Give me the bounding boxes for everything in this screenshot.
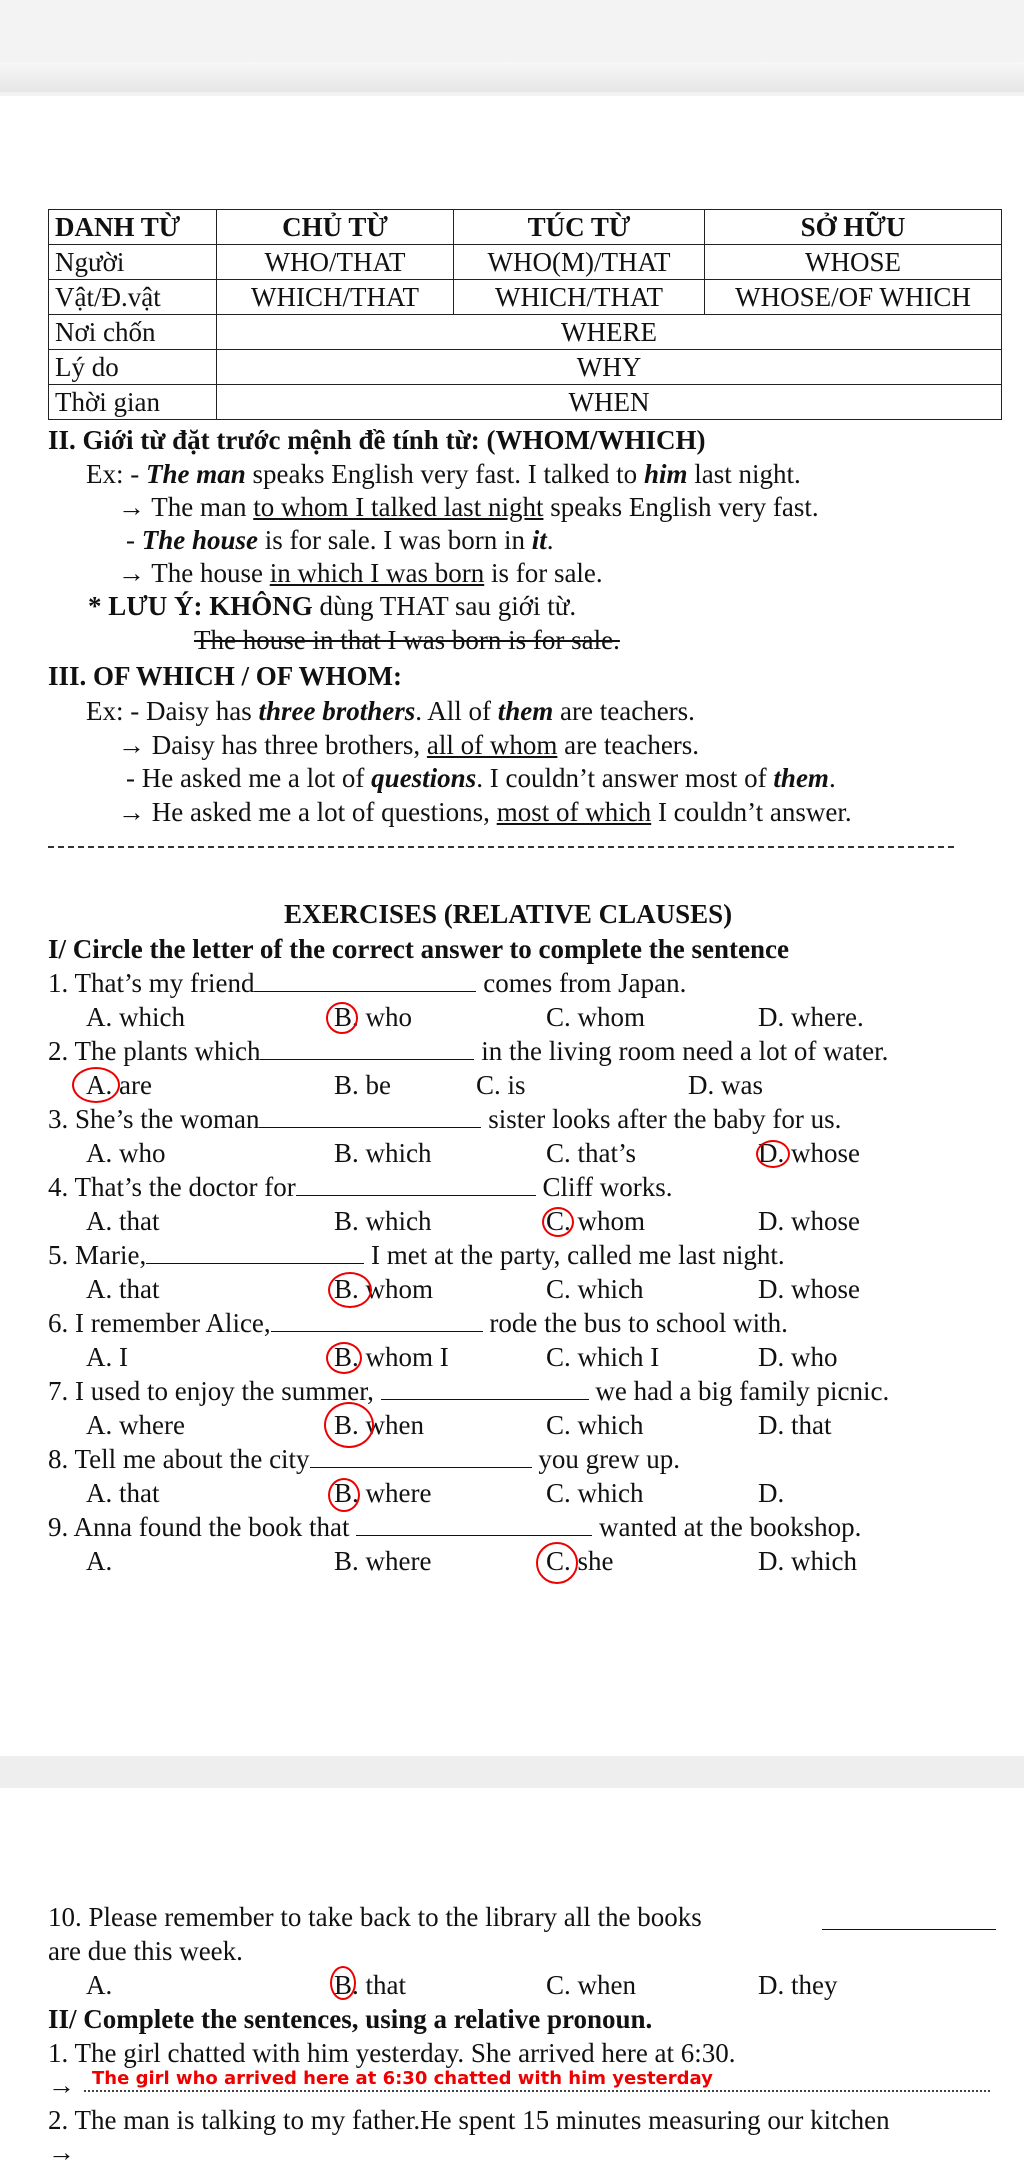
answer-circle-mark — [756, 1140, 790, 1168]
section-3-example-2 — [126, 762, 836, 794]
question-stem: 3. She’s the woman — [48, 1104, 260, 1134]
option-c[interactable]: C. which — [546, 1410, 644, 1440]
section-2-example-2 — [126, 524, 554, 556]
option-c[interactable]: C. whom — [546, 1206, 646, 1236]
option-b[interactable]: B. when — [334, 1410, 424, 1440]
table-cell: Lý do — [49, 350, 217, 385]
text-run: . I couldn’t answer most of — [476, 763, 774, 793]
table-cell: WHOSE/OF WHICH — [705, 280, 1002, 315]
question-stem: 1. That’s my friend — [48, 968, 255, 998]
table-cell: WHO/THAT — [217, 245, 454, 280]
question-stem: 9. Anna found the book that — [48, 1512, 357, 1542]
text-run: is for sale. — [484, 558, 603, 588]
question-stem: 4. That’s the doctor for — [48, 1172, 296, 1202]
option-b[interactable]: B. who — [334, 1002, 413, 1032]
question-9 — [48, 1511, 861, 1543]
part-2-heading: II/ Complete the sentences, using a relative pronoun. — [48, 2004, 653, 2034]
option-b[interactable]: B. where — [334, 1546, 432, 1576]
question-stem: 5. Marie, — [48, 1240, 147, 1270]
question-stem: 7. I used to enjoy the summer, — [48, 1376, 381, 1406]
text-run: dùng THAT sau giới từ. — [312, 591, 577, 621]
option-b[interactable]: B. that — [334, 1970, 406, 2000]
answer-blank[interactable] — [356, 1513, 592, 1536]
option-c[interactable]: C. whom — [546, 1002, 646, 1032]
question-stem: in the living room need a lot of water. — [474, 1036, 889, 1066]
table-row — [49, 280, 1002, 315]
option-a[interactable]: A. which — [86, 1002, 185, 1032]
text-run: - He asked me a lot of — [126, 763, 372, 793]
question-2 — [48, 1035, 888, 1067]
answer-circle-mark — [326, 1342, 362, 1374]
option-a[interactable]: A. I — [86, 1342, 128, 1372]
text-run: it — [531, 525, 547, 555]
question-1 — [48, 967, 686, 999]
table-header-cell: DANH TỪ — [49, 210, 217, 245]
answer-circle-mark — [330, 1966, 356, 2000]
question-stem: I met at the party, called me last night. — [364, 1240, 785, 1270]
question-stem: rode the bus to school with. — [482, 1308, 788, 1338]
section-3-answer-1 — [118, 729, 699, 761]
section-3-heading: III. OF WHICH / OF WHOM: — [48, 661, 403, 691]
table-header-cell: SỞ HỮU — [705, 210, 1002, 245]
page-gap-middle — [0, 1756, 1024, 1788]
text-run: are teachers. — [557, 730, 700, 760]
table-cell: WHEN — [217, 385, 1002, 420]
option-d[interactable]: D. whose — [758, 1138, 860, 1168]
dashed-divider — [48, 846, 954, 848]
text-run: * LƯU Ý: KHÔNG — [88, 591, 313, 621]
answer-blank[interactable] — [146, 1241, 364, 1264]
text-run: → Daisy has three brothers, — [118, 730, 427, 760]
option-d[interactable]: D. was — [688, 1070, 763, 1100]
table-cell: Nơi chốn — [49, 315, 217, 350]
option-d[interactable]: D. that — [758, 1410, 832, 1440]
answer-circle-mark — [326, 1002, 358, 1034]
option-a[interactable]: A. that — [86, 1478, 160, 1508]
answer-blank[interactable] — [260, 1037, 474, 1060]
table-row — [49, 385, 1002, 420]
option-b[interactable]: B. which — [334, 1206, 432, 1236]
answer-circle-mark — [324, 1402, 374, 1448]
option-b[interactable]: B. where — [334, 1478, 432, 1508]
option-c[interactable]: C. she — [546, 1546, 614, 1576]
answer-circle-mark — [72, 1067, 120, 1103]
option-d[interactable]: D. whose — [758, 1206, 860, 1236]
text-run: - — [126, 525, 142, 555]
arrow-icon: → — [48, 2070, 75, 2100]
table-header-cell: TÚC TỪ — [454, 210, 705, 245]
answer-blank[interactable] — [259, 1105, 481, 1128]
option-c[interactable]: C. which I — [546, 1342, 660, 1372]
option-d[interactable]: D. — [758, 1478, 785, 1508]
exercises-title: EXERCISES (RELATIVE CLAUSES) — [284, 899, 733, 929]
table-cell: WHICH/THAT — [454, 280, 705, 315]
table-row — [49, 245, 1002, 280]
option-b[interactable]: B. whom — [334, 1274, 434, 1304]
option-d[interactable]: D. they — [758, 1970, 838, 2000]
question-10-continued: are due this week. — [48, 1936, 243, 1966]
text-run: → The house — [118, 558, 270, 588]
option-d[interactable]: D. where. — [758, 1002, 864, 1032]
option-d[interactable]: D. who — [758, 1342, 838, 1372]
text-run: speaks English very fast. — [543, 492, 819, 522]
option-a[interactable]: A. that — [86, 1206, 160, 1236]
option-b[interactable]: B. whom I — [334, 1342, 449, 1372]
option-a[interactable]: A. that — [86, 1274, 160, 1304]
section-3-answer-2 — [118, 796, 852, 828]
question-stem: sister looks after the baby for us. — [481, 1104, 842, 1134]
option-b[interactable]: B. be — [334, 1070, 391, 1100]
text-run: in which I was born — [269, 558, 485, 588]
text-run: most of which — [496, 797, 652, 827]
page-edge-top — [0, 62, 1024, 92]
option-d[interactable]: D. which — [758, 1546, 857, 1576]
question-10 — [48, 1901, 702, 1933]
handwritten-answer: The girl who arrived here at 6:30 chatted with him yesterday — [92, 2068, 713, 2089]
text-run: The man — [146, 459, 246, 489]
text-run: questions — [371, 763, 477, 793]
question-stem: we had a big family picnic. — [588, 1376, 890, 1406]
option-a[interactable]: A. who — [86, 1138, 166, 1168]
table-cell: WHO(M)/THAT — [454, 245, 705, 280]
text-run: is for sale. I was born in — [258, 525, 532, 555]
text-run: The house — [141, 525, 259, 555]
answer-blank[interactable] — [254, 969, 476, 992]
option-b[interactable]: B. which — [334, 1138, 432, 1168]
section-2-answer-1 — [118, 491, 819, 523]
option-c[interactable]: C. which — [546, 1478, 644, 1508]
section-2-note — [88, 590, 576, 622]
text-run: speaks English very fast. I talked to — [245, 459, 644, 489]
text-run: → The man — [118, 492, 254, 522]
question-stem: Cliff works. — [535, 1172, 673, 1202]
table-cell: WHY — [217, 350, 1002, 385]
text-run: him — [643, 459, 688, 489]
option-a[interactable]: A. are — [86, 1070, 152, 1100]
answer-blank[interactable] — [310, 1445, 532, 1468]
text-run: I couldn’t answer. — [651, 797, 852, 827]
table-cell: WHICH/THAT — [217, 280, 454, 315]
option-c[interactable]: C. that’s — [546, 1138, 637, 1168]
table-cell: Thời gian — [49, 385, 217, 420]
question-8 — [48, 1443, 680, 1475]
question-stem: 2. The plants which — [48, 1036, 261, 1066]
option-c[interactable]: C. when — [546, 1970, 636, 2000]
text-run: three brothers — [258, 696, 416, 726]
text-run: Ex: - Daisy has — [86, 696, 259, 726]
question-3 — [48, 1103, 841, 1135]
answer-circle-mark — [328, 1478, 360, 1512]
question-5 — [48, 1239, 785, 1271]
section-2-heading: II. Giới từ đặt trước mệnh đề tính từ: (WHOM/WHICH) — [48, 425, 706, 455]
answer-blank[interactable] — [296, 1173, 536, 1196]
text-run: them — [497, 696, 554, 726]
option-a[interactable]: A. where — [86, 1410, 185, 1440]
arrow-icon: → — [48, 2137, 75, 2167]
part-2-question-1: 1. The girl chatted with him yesterday. She arrived here at 6:30. — [48, 2038, 736, 2068]
question-stem: 6. I remember Alice, — [48, 1308, 271, 1338]
question-stem: 8. Tell me about the city — [48, 1444, 310, 1474]
question-7 — [48, 1375, 889, 1407]
answer-circle-mark — [328, 1272, 372, 1308]
section-2-strikethrough-example: The house in that I was born is for sale. — [194, 625, 620, 655]
table-header-row — [49, 210, 1002, 245]
text-run: them — [773, 763, 829, 793]
option-d[interactable]: D. whose — [758, 1274, 860, 1304]
table-row — [49, 350, 1002, 385]
text-run: to whom I talked last night — [253, 492, 544, 522]
option-a[interactable]: A. — [86, 1970, 113, 2000]
answer-dotted-line[interactable] — [84, 2090, 990, 2092]
question-4 — [48, 1171, 672, 1203]
section-2-example-1 — [86, 458, 801, 490]
answer-circle-mark — [536, 1542, 578, 1584]
table-cell: WHERE — [217, 315, 1002, 350]
option-c[interactable]: C. which — [546, 1274, 644, 1304]
question-6 — [48, 1307, 788, 1339]
table-cell: Vật/Đ.vật — [49, 280, 217, 315]
text-run: all of whom — [426, 730, 558, 760]
table-header-cell: CHỦ TỪ — [217, 210, 454, 245]
text-run: Ex: - — [86, 459, 146, 489]
text-run: . — [828, 763, 836, 793]
text-run: last night. — [687, 459, 801, 489]
option-a[interactable]: A. — [86, 1546, 113, 1576]
answer-circle-mark — [542, 1207, 574, 1237]
text-run: . All of — [415, 696, 498, 726]
section-3-example-1 — [86, 695, 695, 727]
answer-blank[interactable] — [822, 1907, 996, 1930]
part-2-question-2: 2. The man is talking to my father.He spent 15 minutes measuring our kitchen — [48, 2105, 890, 2135]
text-run: are teachers. — [553, 696, 695, 726]
table-cell: Người — [49, 245, 217, 280]
question-stem: wanted at the bookshop. — [592, 1512, 862, 1542]
table-row — [49, 315, 1002, 350]
question-stem: you grew up. — [531, 1444, 681, 1474]
question-stem: comes from Japan. — [476, 968, 687, 998]
part-1-heading: I/ Circle the letter of the correct answer to complete the sentence — [48, 934, 789, 964]
answer-blank[interactable] — [381, 1377, 589, 1400]
question-stem: 10. Please remember to take back to the library all the books — [48, 1902, 702, 1932]
text-run: . — [546, 525, 554, 555]
answer-blank[interactable] — [271, 1309, 483, 1332]
option-c[interactable]: C. is — [476, 1070, 526, 1100]
text-run: → He asked me a lot of questions, — [118, 797, 497, 827]
relative-pronoun-table — [48, 209, 1002, 420]
table-cell: WHOSE — [705, 245, 1002, 280]
section-2-answer-2 — [118, 557, 603, 589]
